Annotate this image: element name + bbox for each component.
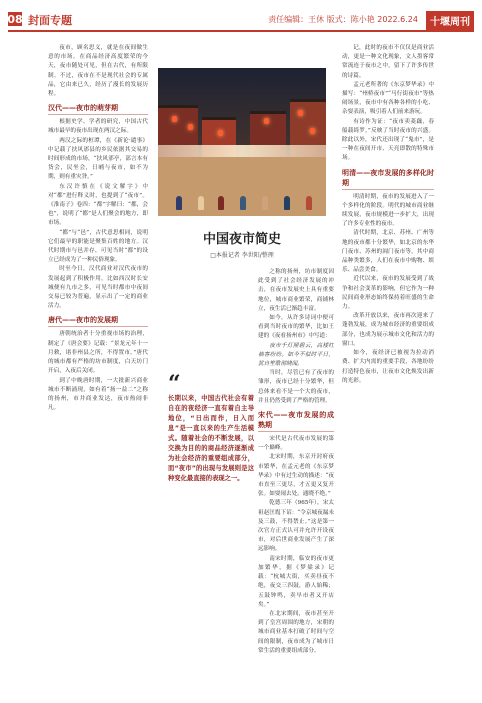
paragraph: 乾德三年（965年），宋太祖赵匡胤下诏：“令京城夜漏未及三鼓，不得禁止。”这是第一次官方正式认可并允许开设夜市，对后世商业发展产生了深远影响。 xyxy=(258,500,334,553)
column-left xyxy=(48,44,148,696)
paragraph: 清代时期，北京、苏州、广州等地的夜市都十分繁华，如北京的东华门夜市、苏州的阊门夜市等，其中商品种类繁多，人们在夜市中购物、娱乐、品尝美食。 xyxy=(342,230,434,274)
paragraph: 时至今日，汉代商业对汉代夜市的发展起到了积极作用，比如西汉时长安城便有九市之多，可见当时都市中夜间交易已较为普遍，显示出了一定的商业活力。 xyxy=(48,266,148,310)
paragraph: 当时，尽管已有了夜市的雏形，夜市已经十分繁华，但总体来看不是一个大的夜市，并且仍然受到了严格的管理。 xyxy=(258,370,334,404)
paragraph: 如今，从许多诗词中便可看到当时夜市的繁华，比如王建的《夜看扬州市》中写道： xyxy=(258,315,334,340)
paragraph: 孟元老所著的《东京梦华录》中描写：“州桥夜市”“马行街夜市”等热闹场景，夜市中有各种各样的小吃、杂耍表演，吸引着人们前来游玩。 xyxy=(342,81,434,116)
paragraph: 夜市，顾名思义，就是在夜间做生意的市场。在商品经济高度繁荣的今天，夜市随处可见，但在古代，有所限制。不过，夜市在不是现代社会的专属品，它由来已久，经历了漫长的发展历程。 xyxy=(48,45,148,98)
paragraph: 明清时期，夜市的发展进入了一个多样化的阶段。明代的城市商业继续发展，夜市规模进一步扩大，出现了许多专业性的夜市。 xyxy=(342,193,434,228)
section-heading: 宋代——夜市发展的成熟期 xyxy=(258,410,334,432)
column-middle xyxy=(258,268,334,696)
quote-mark-icon: “ xyxy=(168,371,181,397)
paragraph: 记，此时的夜市不仅仅是商业活动，更是一种文化现象，文人墨客常常流连于夜市之中，留下了许多传世的诗篇。 xyxy=(342,45,434,79)
paragraph: 改革开放以来，夜市再次迎来了蓬勃发展，成为城市经济的重要组成部分，也成为展示城市文化和活力的窗口。 xyxy=(342,313,434,347)
article-title: 中国夜市简史 xyxy=(202,232,281,247)
newspaper-brand: 十堰周刊 xyxy=(426,11,474,30)
column-right xyxy=(342,44,434,696)
section-heading: 唐代——夜市的发展期 xyxy=(48,315,148,327)
pull-quote-text: 长期以来，中国古代社会有着自在的夜经济一直有着自主导地位，“日出而作，日入而息”是一直以来的生产生活模式。随着社会的不断发展，以交换为目的的商品经济逐渐成为社会经济的重要组成部分，而“夜市”的出现与发展则是这种变化最直接的表现之一。 xyxy=(168,395,254,482)
section-title: 封面专题 xyxy=(28,14,72,27)
paragraph: “都”与“邑”，古代意思相同，说明它们最早的职能是聚集百姓的地方。汉代时期市与邑并存，可见当时“都”的设立已经成为了一种民俗现象。 xyxy=(48,229,148,264)
section-heading: 汉代——夜市的萌芽期 xyxy=(48,103,148,115)
pull-quote xyxy=(168,371,254,550)
paragraph: 宋代是古代夜市发展的第一个巅峰。 xyxy=(258,436,334,452)
paragraph: 东汉许慎在《说文解字》中对“都”进行释义时，也提到了“夜市”。《淮南子》卷四：“都”字解曰：“都，会也”，说明了“都”是人们聚会的地方，即市场。 xyxy=(48,183,148,227)
paragraph: 唐朝统治者十分重视市场的治理，制定了《唐会要》记载：“景龙元年十一月敕，诸非州县之所，不得置市。”唐代的城市都有严格的坊市制度，白天坊门开启，入夜后关闭。 xyxy=(48,331,148,375)
paragraph: 如今，夜经济已被视为拉动消费、扩大内需的重要手段，各地纷纷打造特色夜市，让夜市文化焕发出新的光彩。 xyxy=(342,350,434,384)
poem-quote: 夜市千灯照碧云，高楼红袖客纷纷。如今不似时平日，犹自笙歌彻晓闻。 xyxy=(258,342,334,368)
page-number: 08 xyxy=(7,12,23,26)
paragraph: 近代以来，夜市的发展受到了战争和社会变革的影响，但它作为一种民间商业形态始终保持着旺盛的生命力。 xyxy=(342,276,434,311)
article-header xyxy=(158,228,326,259)
paragraph: 北宋时期，东京开封府夜市繁华，在孟元老的《东京梦华录》中有过生动的描述：“夜市直至三更尽，才五更又复开张。如耍闹去处，通晓不绝。” xyxy=(258,454,334,498)
night-market-illustration xyxy=(158,68,326,216)
paragraph: 到了中晚唐时期，一大批新兴商业城市不断涌现，如有着“扬一益二”之称的扬州，市井商业发达，夜市热闹非凡。 xyxy=(48,377,148,412)
header-rule xyxy=(8,30,474,32)
article-byline: □本报记者 李世阳/整理 xyxy=(210,252,274,259)
section-heading: 明清——夜市发展的多样化时期 xyxy=(342,168,434,190)
editor-info: 责任编辑：王休 版式：陈小艳 2022.6.24 xyxy=(268,15,418,24)
paragraph: 根据史学、学者的研究，中国古代城市最早的夜市出现在两汉之际。 xyxy=(48,119,148,135)
page-header xyxy=(0,0,482,34)
paragraph: 南宋时期，临安的夜市更加繁华，据《梦粱录》记载：“杭城大街，买卖昼夜不绝，夜交三四鼓，游人始稀；五鼓钟鸣，卖早市者又开店矣。” xyxy=(258,555,334,608)
paragraph: 之称的扬州，坊市制度因此受到了社会经济发展的冲击，在夜市发展史上具有重要地位，城市商业繁荣，商铺林立，夜生活已渐趋丰富。 xyxy=(258,269,334,312)
paragraph: 两汉之际的桓谭，在《新论·谴事》中记载了扶风邠县的乡民依据其交易的时间形成的市场，“扶风邠亭，部言本有货会，民坐会，日晡与夜市，如不为期，则有重灾咎。” xyxy=(48,137,148,181)
paragraph: 在北宋期间，夜市甚至开到了皇宫周围的地方，宋朝的城市商业基本打破了时间与空间的限制，夜市成为了城市日常生活的重要组成部分。 xyxy=(258,610,334,654)
paragraph: 有诗作为证：“夜市卖菱藕，春船载绮罗。”反映了当时夜市的兴盛。除此以外，宋代还出现了“鬼市”，是一种在夜间开市、天亮即散的特殊市场。 xyxy=(342,118,434,162)
